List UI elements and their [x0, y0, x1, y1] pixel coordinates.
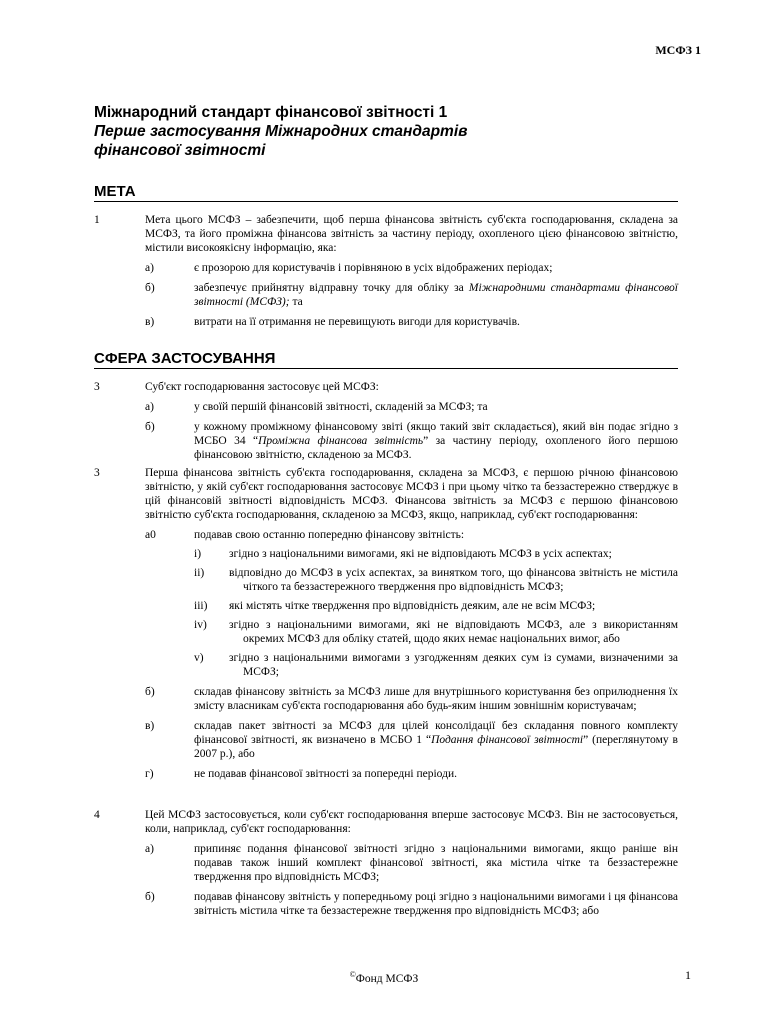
section-heading-objective: МЕТА	[94, 183, 678, 202]
list-item: а) у своїй першій фінансовій звітності, складеній за МСФЗ; та	[145, 401, 488, 413]
paragraph-number: 1	[94, 214, 100, 226]
standard-title-main: Міжнародний стандарт фінансової звітності 1	[94, 104, 448, 121]
paragraph-3-scope	[94, 380, 678, 462]
document-code: МСФЗ 1	[655, 43, 701, 57]
sub-list-item: v) згідно з національними вимогами з узгодженням деяких сум із сумами, визначеними за МСФЗ;	[194, 652, 678, 678]
list-item: г) не подавав фінансової звітності за попередні періоди.	[145, 768, 457, 780]
sub-list-item: i) згідно з національними вимогами, які не відповідають МСФЗ в усіх аспектах;	[194, 548, 612, 560]
paragraph-1	[94, 213, 678, 329]
sub-list-item: iii) які містять чітке твердження про відповідність деяким, але не всім МСФЗ;	[194, 600, 596, 612]
paragraph-text: Перша фінансова звітність суб'єкта господарювання, складена за МСФЗ, є першою річною фінансовою звітністю, у якій суб'єкт господарювання застосовує МСФЗ і при цьому чітко та беззастережно стверджує в цій фінансовій звітності відповідність МСФЗ. Фінансова звітність за МСФЗ є першою фінансовою звітністю суб'єкта господарювання, складеною за МСФЗ, якщо, наприклад, суб'єкт господарювання:	[145, 467, 678, 521]
standard-title	[94, 103, 684, 160]
paragraph-number: 3	[94, 467, 100, 479]
list-item: б) складав фінансову звітність за МСФЗ лише для внутрішнього користування без оприлюднення їх змісту власникам суб'єкта господарювання або будь-яким іншим зовнішнім користувачам;	[145, 686, 678, 712]
paragraph-number: 3	[94, 381, 100, 393]
paragraph-text: Суб'єкт господарювання застосовує цей МСФЗ:	[145, 381, 379, 393]
list-item: в) витрати на її отримання не перевищують вигоди для користувачів.	[145, 316, 520, 328]
page-number: 1	[685, 968, 691, 982]
list-item: б) подавав фінансову звітність у попередньому році згідно з національними вимогами і ця фінансова звітність містила чітке та беззастережне твердження про відповідність МСФЗ; або	[145, 891, 678, 917]
section-heading-scope: СФЕРА ЗАСТОСУВАННЯ	[94, 350, 678, 369]
paragraph-number: 4	[94, 809, 100, 821]
footer-copyright: ©Фонд МСФЗ	[349, 970, 419, 985]
sub-list-item: ii) відповідно до МСФЗ в усіх аспектах, за винятком того, що фінансова звітність не містила чіткого та беззастережного твердження про відповідність МСФЗ;	[194, 567, 678, 593]
paragraph-4	[94, 808, 678, 918]
list-item: а) припиняє подання фінансової звітності згідно з національними вимогами, якщо раніше він подавав також інший комплект фінансової звітності, яка містила чітке та беззастережне твердження про відповідність МСФЗ;	[145, 843, 678, 883]
paragraph-text: Цей МСФЗ застосовується, коли суб'єкт господарювання вперше застосовує МСФЗ. Він не застосовується, коли, наприклад, суб'єкт господарювання:	[145, 809, 678, 835]
list-item: в) складав пакет звітності за МСФЗ для цілей консолідації без складання повного комплекту фінансової звітності, як визначено в МСБО 1 “Подання фінансової звітності” (переглянутому в 2007 р.), або	[145, 720, 678, 760]
list-item: б) забезпечує прийнятну відправну точку для обліку за Міжнародними стандартами фінансової звітності (МСФЗ); та	[145, 282, 679, 308]
sub-list-item: iv) згідно з національними вимогами, які не відповідають МСФЗ, але з використанням окремих МСФЗ для обліку статей, щодо яких немає національних вимог, або	[194, 619, 678, 645]
paragraph-3-first-statements	[94, 466, 678, 781]
list-item: а) є прозорою для користувачів і порівняною в усіх відображених періодах;	[145, 262, 553, 274]
paragraph-text: Мета цього МСФЗ – забезпечити, щоб перша фінансова звітність суб'єкта господарювання, складена за МСФЗ, та його проміжна фінансова звітність за частину періоду, охопленого цією фінансовою звітністю, містили високоякісну інформацію, яка:	[145, 214, 678, 254]
standard-title-sub-2: фінансової звітності	[94, 142, 266, 159]
list-item: а0 подавав свою останню попередню фінансову звітність:	[145, 529, 465, 541]
standard-title-sub-1: Перше застосування Міжнародних стандартів	[94, 123, 468, 140]
list-item: б) у кожному проміжному фінансовому звіті (якщо такий звіт складається), який він подає згідно з МСБО 34 “Проміжна фінансова звітність” за частину періоду, охопленого його першою фінансовою звітністю, складеною за МСФЗ.	[145, 421, 678, 461]
